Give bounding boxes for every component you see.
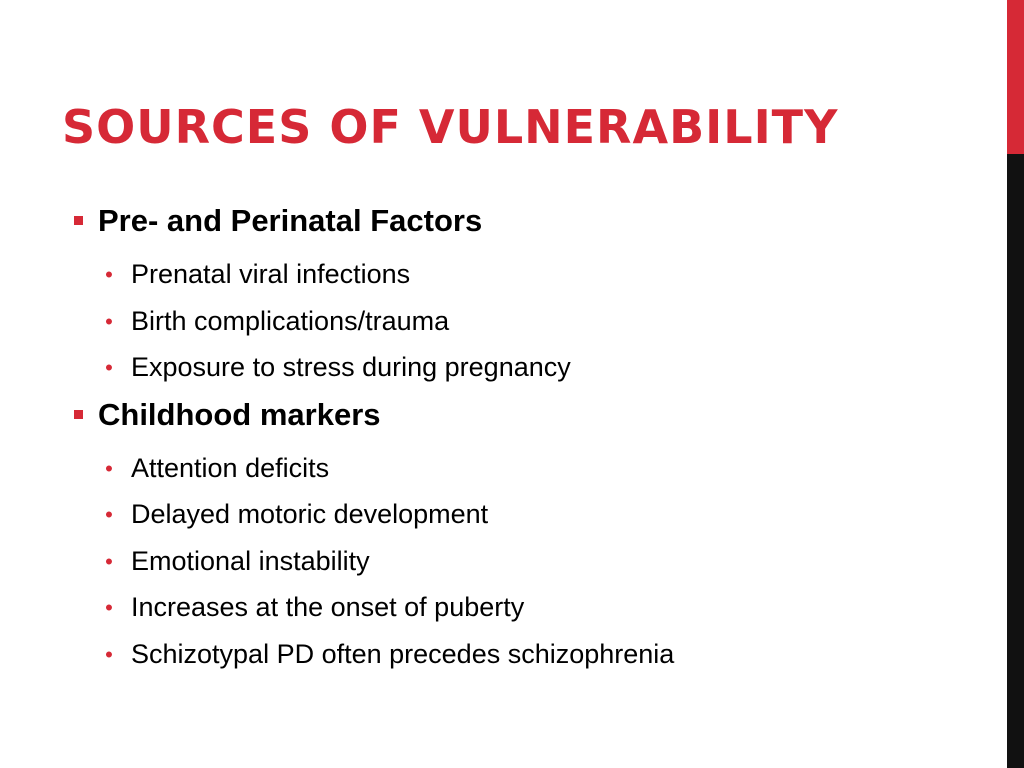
sub-bullet-item: [99, 492, 970, 539]
sub-bullet-item: [99, 632, 970, 679]
sub-bullet-text: Delayed motoric development: [131, 499, 489, 529]
dot-bullet-icon: •: [105, 641, 113, 667]
sub-bullet-item: [99, 539, 970, 586]
bullet-heading: [70, 394, 970, 436]
sub-bullet-text: Increases at the onset of puberty: [131, 592, 525, 622]
bullet-heading: [70, 200, 970, 242]
sub-bullet-item: [99, 345, 970, 392]
sub-bullet-text: Prenatal viral infections: [131, 259, 411, 289]
slide-edge-bar: [1007, 0, 1024, 768]
bullet-group: [70, 394, 970, 679]
bullet-group: [70, 200, 970, 392]
dot-bullet-icon: •: [105, 502, 113, 527]
bullet-heading-text: Pre- and Perinatal Factors: [98, 203, 483, 238]
square-bullet-icon: [74, 216, 83, 225]
sub-bullet-item: [99, 585, 970, 632]
sub-bullet-text: Attention deficits: [131, 452, 330, 483]
bullet-heading-text: Childhood markers: [98, 396, 381, 432]
slide-title: SOURCES OF VULNERABILITY: [62, 100, 839, 154]
sub-bullet-item: [99, 446, 970, 493]
dot-bullet-icon: •: [105, 595, 113, 620]
sub-bullet-item: [99, 299, 970, 346]
dot-bullet-icon: •: [105, 355, 113, 380]
square-bullet-icon: [74, 410, 83, 419]
dot-bullet-icon: •: [105, 548, 113, 574]
dot-bullet-icon: •: [105, 308, 113, 334]
sub-bullet-text: Emotional instability: [131, 545, 370, 576]
sub-bullet-text: Birth complications/trauma: [131, 305, 450, 336]
sub-bullet-item: [99, 252, 970, 299]
slide-body: [70, 200, 970, 678]
sub-bullet-text: Schizotypal PD often precedes schizophrenia: [131, 638, 675, 669]
edge-accent-segment: [1007, 0, 1024, 154]
dot-bullet-icon: •: [105, 262, 113, 287]
sub-bullet-text: Exposure to stress during pregnancy: [131, 352, 571, 382]
dot-bullet-icon: •: [105, 455, 113, 481]
edge-dark-segment: [1007, 154, 1024, 768]
